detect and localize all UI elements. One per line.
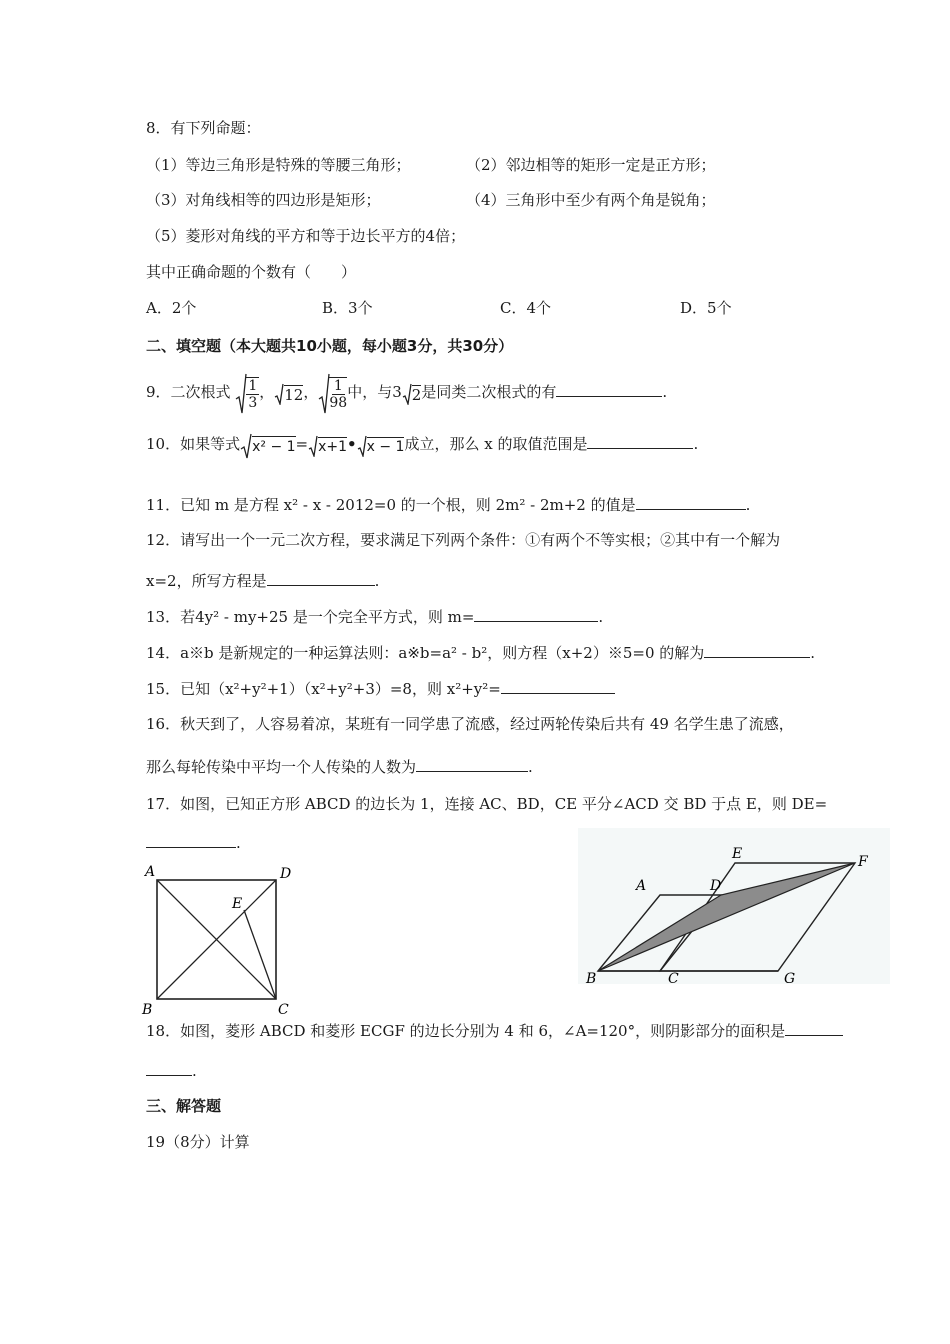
q14-answer-blank[interactable] (704, 642, 810, 658)
label-a: A (636, 878, 647, 894)
q8-option-a: A．2个 (146, 299, 197, 317)
q9-answer-blank[interactable] (556, 381, 662, 397)
q9-radical-1 (235, 371, 259, 415)
q8-proposition-1: （1）等边三角形是特殊的等腰三角形； (146, 156, 411, 174)
q8-option-b: B．3个 (322, 299, 373, 317)
q9-radical-2 (274, 371, 303, 415)
q9-prefix: 9．二次根式 (146, 383, 231, 401)
q9-frac1-den: 3 (248, 395, 258, 411)
radical-sign-icon (240, 433, 252, 459)
q8-proposition-4: （4）三角形中至少有两个角是锐角； (466, 191, 716, 209)
q10-suffix: 成立，那么 x 的取值范围是 (404, 435, 588, 453)
q8-stem: 8．有下列命题： (146, 119, 261, 137)
q8-proposition-3: （3）对角线相等的四边形是矩形； (146, 191, 381, 209)
label-d: D (710, 878, 722, 894)
q8-option-c: C．4个 (500, 299, 552, 317)
radical-sign-icon (274, 383, 284, 405)
label-c: C (668, 971, 679, 987)
label-e: E (732, 846, 743, 862)
q10-radicand-3: x − 1 (366, 438, 405, 455)
q10-radicand-1: x² − 1 (252, 436, 295, 457)
label-b: B (142, 1002, 153, 1018)
q14: 14．a※b 是新规定的一种运算法则：a※b=a² - b²，则方程（x+2）※5=0 的解为 . (146, 644, 816, 662)
rhombus-figure (578, 828, 890, 988)
q15-answer-blank[interactable] (501, 678, 615, 694)
q10-radical-3 (357, 431, 405, 459)
q9-radical-4 (402, 371, 422, 415)
radical-sign-icon (402, 383, 412, 405)
q9: 9．二次根式 $\frac{1}{3}$ ， 12， $\frac{1}{98}$ 中，与3 2是同类二次根式的有 . (146, 370, 667, 416)
q9-radical-3 (318, 371, 347, 415)
q19: 19（8分）计算 (146, 1133, 250, 1151)
section-3-title: 三、解答题 (146, 1097, 222, 1115)
q8-option-d: D．5个 (680, 299, 732, 317)
q10-radicand-2: x+1 (318, 438, 348, 455)
q8-proposition-5: （5）菱形对角线的平方和等于边长平方的4倍； (146, 227, 466, 245)
q9-coefficient: 3 (392, 383, 402, 401)
q17-answer: . (146, 832, 241, 853)
q12-line-1: 12．请写出一个一元二次方程，要求满足下列两个条件：①有两个不等实根；②其中有一个解为 (146, 531, 781, 549)
radical-sign-icon (308, 435, 318, 457)
q13-answer-blank[interactable] (474, 606, 598, 622)
q9-suffix: 是同类二次根式的有 (421, 383, 557, 401)
label-c: C (278, 1002, 289, 1018)
section-2-title: 二、填空题（本大题共10小题，每小题3分，共30分） (146, 337, 514, 355)
q9-radicand-2: 12 (284, 385, 304, 404)
q9-frac1-num: 1 (248, 378, 258, 394)
q16-line-2: 那么每轮传染中平均一个人传染的人数为 . (146, 758, 533, 776)
q12-answer-blank[interactable] (267, 570, 375, 586)
q9-radicand-4: 2 (411, 385, 422, 404)
q9-frac3-den: 98 (329, 395, 348, 411)
q15: 15．已知（x²+y²+1）（x²+y²+3）=8，则 x²+y²= (146, 678, 615, 699)
q11-answer-blank[interactable] (636, 494, 746, 510)
q10-answer-blank[interactable] (587, 433, 693, 449)
q8-proposition-2: （2）邻边相等的矩形一定是正方形； (466, 156, 716, 174)
q16-answer-blank[interactable] (416, 756, 528, 772)
radical-sign-icon (357, 435, 367, 457)
label-g: G (784, 971, 796, 987)
q18: 18．如图，菱形 ABCD 和菱形 ECGF 的边长分别为 4 和 6，∠A=120°，则阴影部分的面积是 (146, 1020, 843, 1041)
label-d: D (280, 866, 292, 882)
q9-mid: 中，与 (347, 383, 393, 401)
q18-answer-cont: . (146, 1060, 197, 1081)
q18-answer-blank-cont[interactable] (146, 1060, 192, 1076)
q10-radical-1 (240, 431, 295, 459)
q17: 17．如图，已知正方形 ABCD 的边长为 1，连接 AC、BD，CE 平分∠ACD 交 BD 于点 E，则 DE= (146, 795, 828, 813)
q10: 10．如果等式 x² − 1= x+1• x − 1成立，那么 x 的取值范围是 . (146, 430, 698, 459)
label-b: B (586, 971, 597, 987)
segment-ce (244, 910, 276, 999)
q12-line-2: x=2，所写方程是 . (146, 572, 380, 590)
label-e: E (232, 896, 243, 912)
square-figure (140, 858, 300, 1018)
q16-line-1: 16．秋天到了，人容易着凉，某班有一同学患了流感，经过两轮传染后共有 49 名学生患了流感， (146, 715, 794, 733)
q13: 13．若4y² - my+25 是一个完全平方式，则 m= . (146, 608, 604, 626)
q10-prefix: 10．如果等式 (146, 435, 241, 453)
q9-frac3-num: 1 (333, 378, 343, 394)
label-f: F (858, 854, 868, 870)
q8-question: 其中正确命题的个数有（ ） (146, 263, 357, 281)
q18-answer-blank[interactable] (785, 1020, 843, 1036)
label-a: A (145, 864, 156, 880)
q10-radical-2 (308, 431, 347, 459)
q17-answer-blank[interactable] (146, 832, 236, 848)
q11: 11．已知 m 是方程 x² - x - 2012=0 的一个根，则 2m² - 2m+2 的值是 . (146, 496, 751, 514)
